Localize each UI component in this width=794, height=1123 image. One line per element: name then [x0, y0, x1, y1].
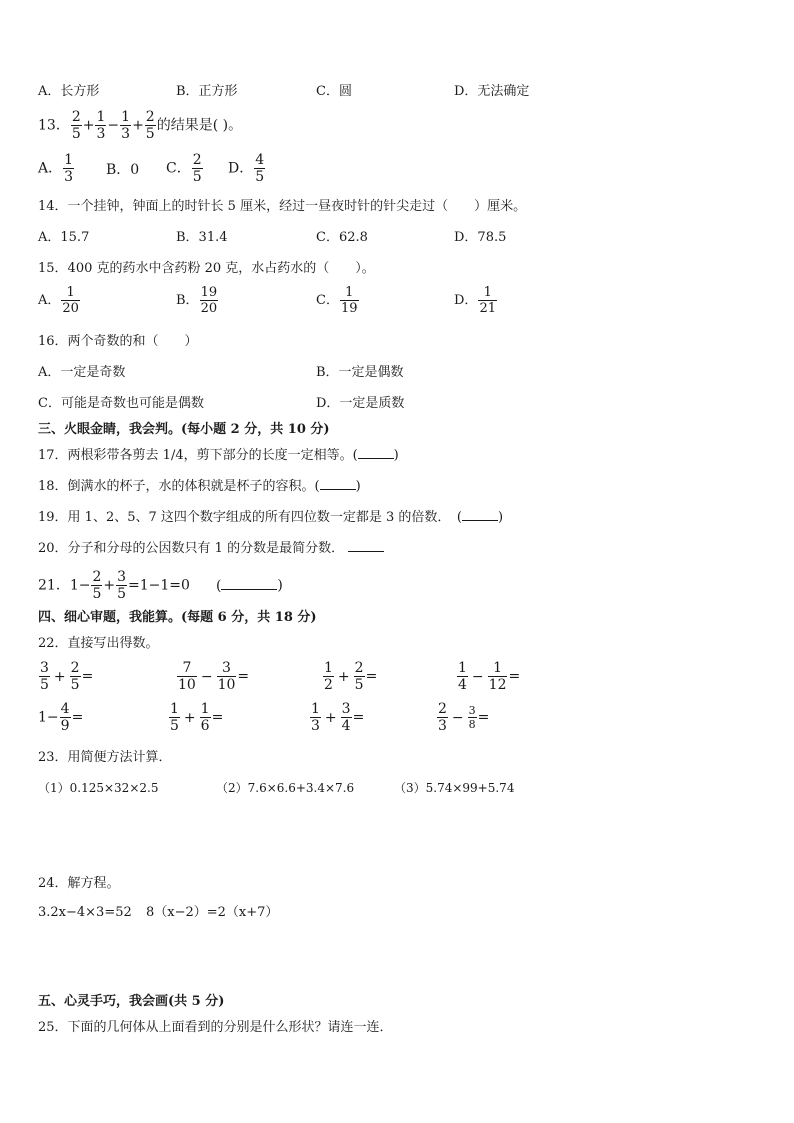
q23-item-1: （1）0.125×32×2.5 — [38, 781, 159, 795]
q13-option-a: A． $\frac{1}{3}$ — [38, 152, 74, 185]
q14-option-d: D．78.5 — [454, 230, 507, 245]
answer-blank[interactable] — [221, 589, 277, 590]
fraction: $\frac{2}{5}$ — [92, 569, 102, 602]
q13-option-d: D． $\frac{4}{5}$ — [228, 152, 265, 185]
fraction: $\frac{1}{12}$ — [488, 660, 507, 693]
calc-item: $\frac{7}{10}$ − $\frac{3}{10}$ = — [178, 660, 250, 693]
fraction: $\frac{3}{5}$ — [117, 569, 127, 602]
fraction: $\frac{3}{4}$ — [341, 701, 351, 734]
question-16: 16．两个奇数的和（ ） — [38, 334, 198, 349]
fraction: $\frac{4}{9}$ — [60, 701, 70, 734]
calc-item: 1− $\frac{4}{9}$ = — [38, 701, 84, 734]
question-13 — [38, 110, 242, 141]
fraction: $\frac{2}{5}$ — [192, 152, 202, 185]
question-text: 的结果是( )。 — [156, 117, 243, 134]
question-15: 15．400 克的药水中含药粉 20 克，水占药水的（ ）。 — [38, 261, 375, 276]
fraction: $\frac{1}{3}$ — [64, 152, 74, 185]
calc-item: $\frac{1}{4}$ − $\frac{1}{12}$ = — [458, 660, 521, 693]
q14-option-b: B．31.4 — [176, 230, 228, 245]
fraction: $\frac{4}{5}$ — [255, 152, 265, 185]
fraction: $\frac{2}{5}$ — [145, 109, 155, 142]
question-24: 24．解方程。 — [38, 876, 120, 891]
q12-option-c: C．圆 — [316, 84, 352, 99]
fraction: $\frac{1}{3}$ — [121, 109, 131, 142]
calc-item: $\frac{2}{3}$ − $\frac{3}{8}$ = — [438, 701, 490, 734]
fraction: $\frac{1}{19}$ — [340, 285, 358, 316]
operator: + — [103, 577, 116, 594]
fraction: $\frac{1}{3}$ — [96, 109, 106, 142]
fraction: $\frac{2}{5}$ — [354, 660, 364, 693]
q15-option-d: D． $\frac{1}{21}$ — [454, 285, 496, 316]
calc-item: $\frac{3}{5}$ + $\frac{2}{5}$ = — [40, 660, 94, 693]
fraction: $\frac{1}{5}$ — [170, 701, 179, 734]
answer-blank[interactable] — [320, 489, 356, 490]
calc-item: $\frac{1}{5}$ + $\frac{1}{6}$ = — [170, 701, 224, 734]
q13-option-b: B．0 — [106, 162, 140, 178]
section-3-title: 三、火眼金睛，我会判。(每小题 2 分，共 10 分) — [38, 422, 330, 437]
equation-1: 3.2x−4×3=52 — [38, 905, 132, 920]
fraction: $\frac{2}{5}$ — [71, 109, 81, 142]
question-20: 20．分子和分母的公因数只有 1 的分数是最简分数． — [38, 542, 384, 555]
q14-option-c: C．62.8 — [316, 230, 368, 245]
question-23: 23．用简便方法计算． — [38, 750, 172, 765]
q15-option-c: C． $\frac{1}{19}$ — [316, 285, 358, 316]
fraction: $\frac{1}{21}$ — [479, 285, 496, 316]
answer-blank[interactable] — [462, 520, 498, 521]
equation-2: 8（x−2）=2（x+7） — [146, 905, 279, 920]
fraction: $\frac{2}{5}$ — [70, 660, 80, 693]
question-22: 22．直接写出得数。 — [38, 636, 159, 651]
fraction: $\frac{1}{3}$ — [311, 701, 320, 734]
fraction: $\frac{1}{20}$ — [62, 285, 79, 316]
calc-item: $\frac{1}{2}$ + $\frac{2}{5}$ = — [324, 660, 378, 693]
fraction: $\frac{1}{2}$ — [324, 660, 333, 693]
question-14: 14．一个挂钟，钟面上的时针长 5 厘米，经过一昼夜时针的针尖走过（ ）厘米。 — [38, 199, 527, 214]
fraction: $\frac{1}{6}$ — [200, 701, 210, 734]
question-25: 25．下面的几何体从上面看到的分别是什么形状？请连一连． — [38, 1020, 393, 1035]
q16-option-c: C．可能是奇数也可能是偶数 — [38, 396, 204, 411]
q12-option-b: B．正方形 — [176, 84, 238, 99]
q16-option-a: A．一定是奇数 — [38, 365, 126, 380]
fraction: $\frac{7}{10}$ — [178, 660, 196, 693]
operator: + — [132, 117, 144, 134]
q13-option-c: C． $\frac{2}{5}$ — [166, 152, 202, 185]
question-number: 13． — [38, 117, 70, 134]
q16-option-b: B．一定是偶数 — [316, 365, 404, 380]
calc-item: $\frac{1}{3}$ + $\frac{3}{4}$ = — [311, 701, 365, 734]
q16-option-d: D．一定是质数 — [316, 396, 405, 411]
answer-blank[interactable] — [348, 551, 384, 552]
question-21: 21．1− $\frac{2}{5}$ + $\frac{3}{5}$ =1−1=0 ( ) — [38, 569, 283, 602]
fraction: $\frac{3}{5}$ — [40, 660, 49, 693]
section-4-title: 四、细心审题，我能算。(每题 6 分，共 18 分) — [38, 610, 317, 625]
fraction: $\frac{1}{4}$ — [458, 660, 467, 693]
q15-option-a: A． $\frac{1}{20}$ — [38, 285, 79, 316]
answer-blank[interactable] — [358, 458, 394, 459]
q12-option-d: D．无法确定 — [454, 84, 530, 99]
fraction: $\frac{19}{20}$ — [200, 285, 218, 316]
q23-item-3: （3）5.74×99+5.74 — [394, 781, 515, 795]
q23-item-2: （2）7.6×6.6+3.4×7.6 — [216, 781, 355, 795]
q14-option-a: A．15.7 — [38, 230, 90, 245]
fraction: $\frac{3}{10}$ — [217, 660, 236, 693]
fraction: $\frac{3}{8}$ — [468, 704, 476, 731]
operator: + — [82, 117, 95, 134]
operator: − — [107, 117, 120, 134]
q15-option-b: B． $\frac{19}{20}$ — [176, 285, 218, 316]
question-19: 19．用 1、2、5、7 这四个数字组成的所有四位数一定都是 3 的倍数． ( ) — [38, 510, 504, 525]
question-18: 18．倒满水的杯子，水的体积就是杯子的容积。( ) — [38, 479, 361, 494]
fraction: $\frac{2}{3}$ — [438, 701, 447, 734]
question-17: 17．两根彩带各剪去 1/4，剪下部分的长度一定相等。( ) — [38, 448, 399, 463]
section-5-title: 五、心灵手巧，我会画(共 5 分) — [38, 994, 225, 1009]
q12-option-a: A．长方形 — [38, 84, 100, 99]
